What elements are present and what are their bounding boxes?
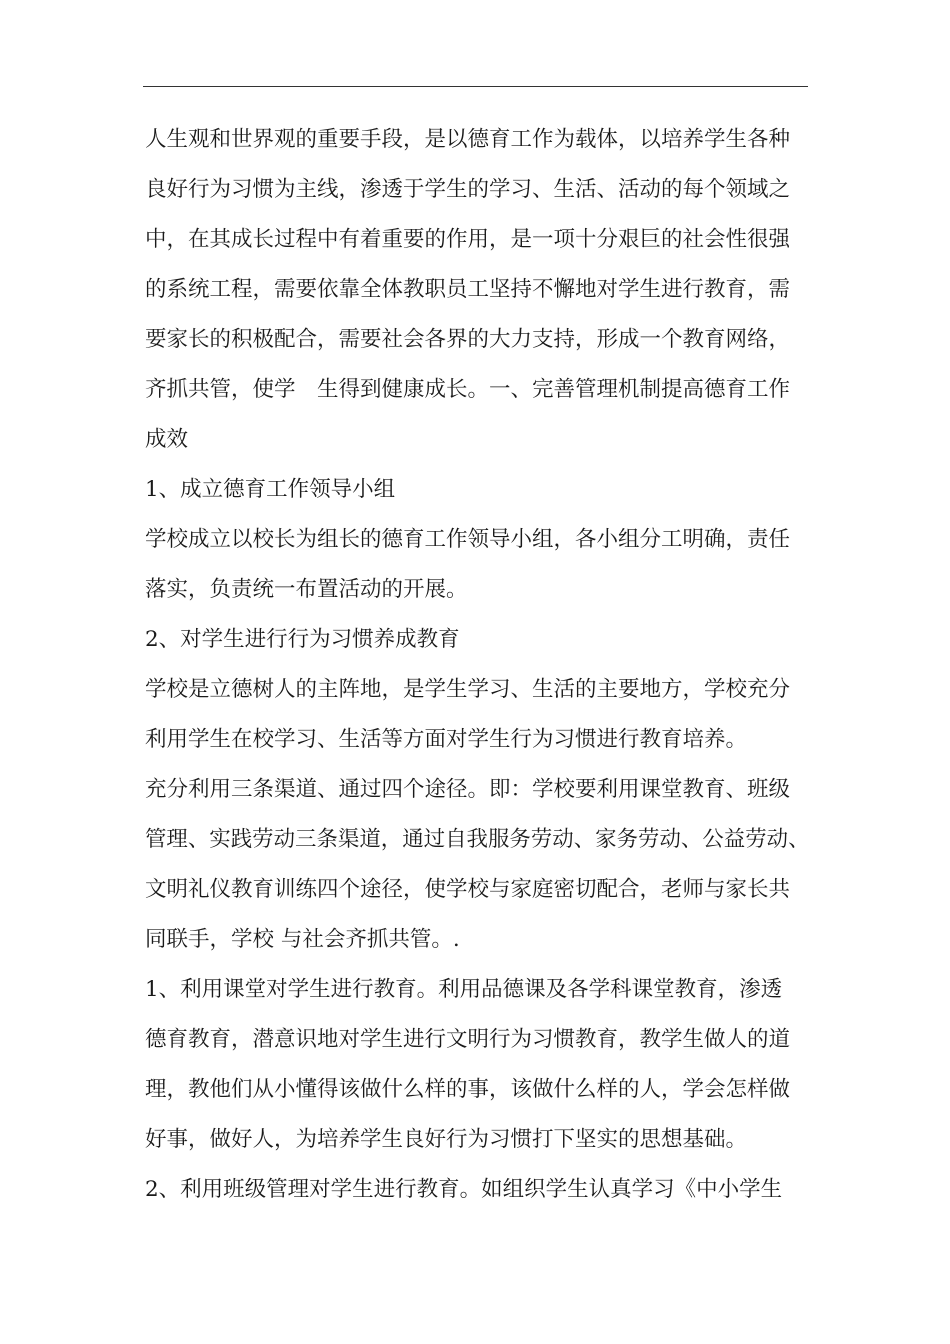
header-rule [143,86,808,87]
text-line: 落实，负责统一布置活动的开展。 [145,577,468,602]
text-line: 中，在其成长过程中有着重要的作用，是一项十分艰巨的社会性很强 [145,227,791,252]
text-line: 成效 [145,427,189,452]
text-line: 学校成立以校长为组长的德育工作领导小组，各小组分工明确，责任 [145,527,791,552]
text-line: 齐抓共管，使学 生得到健康成长。一、完善管理机制提高德育工作 [145,377,791,402]
text-line: 良好行为习惯为主线，渗透于学生的学习、生活、活动的每个领域之 [145,177,791,202]
text-line: 要家长的积极配合，需要社会各界的大力支持，形成一个教育网络， [145,327,791,352]
text-line: 充分利用三条渠道、通过四个途径。即：学校要利用课堂教育、班级 [145,777,791,802]
section-heading: 2、对学生进行行为习惯养成教育 [145,627,460,652]
text-line: 利用学生在校学习、生活等方面对学生行为习惯进行教育培养。 [145,727,748,752]
text-line: 同联手，学校 与社会齐抓共管。. [145,927,460,952]
text-line: 管理、实践劳动三条渠道，通过自我服务劳动、家务劳动、公益劳动、 [145,827,810,852]
text-line: 理，教他们从小懂得该做什么样的事，该做什么样的人，学会怎样做 [145,1077,791,1102]
section-heading: 1、成立德育工作领导小组 [145,477,396,502]
text-line: 的系统工程，需要依靠全体教职员工坚持不懈地对学生进行教育，需 [145,277,791,302]
text-line: 学校是立德树人的主阵地，是学生学习、生活的主要地方，学校充分 [145,677,791,702]
text-line: 德育教育，潜意识地对学生进行文明行为习惯教育，教学生做人的道 [145,1027,791,1052]
text-line: 1、利用课堂对学生进行教育。利用品德课及各学科课堂教育，渗透 [145,977,783,1002]
text-line: 2、利用班级管理对学生进行教育。如组织学生认真学习《中小学生 [145,1177,783,1202]
text-line: 文明礼仪教育训练四个途径，使学校与家庭密切配合，老师与家长共 [145,877,791,902]
text-line: 人生观和世界观的重要手段，是以德育工作为载体，以培养学生各种 [145,127,791,152]
text-line: 好事，做好人，为培养学生良好行为习惯打下坚实的思想基础。 [145,1127,748,1152]
document-body [145,115,810,1215]
